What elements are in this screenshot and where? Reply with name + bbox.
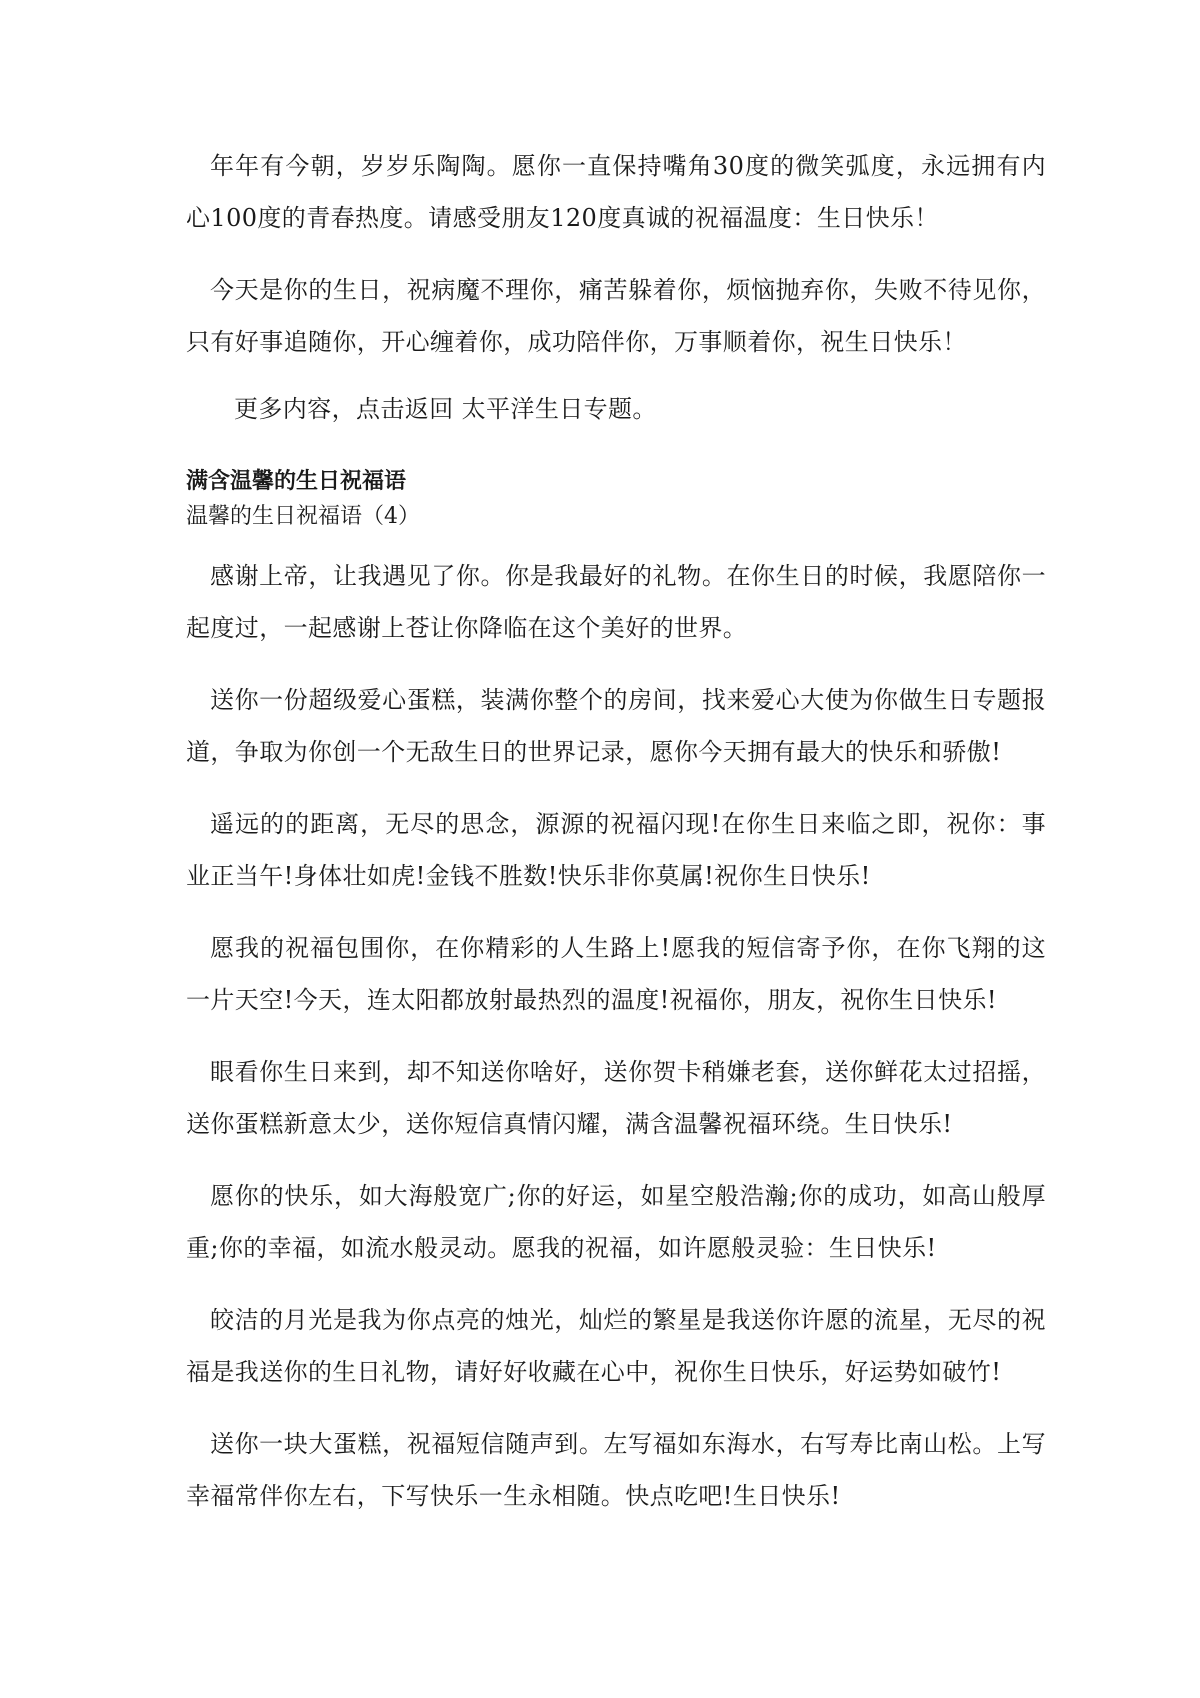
paragraph: 送你一块大蛋糕，祝福短信随声到。左写福如东海水，右写寿比南山松。上写幸福常伴你左右，下写快乐一生永相随。快点吃吧!生日快乐! (186, 1430, 1046, 1510)
paragraph: 遥远的的距离，无尽的思念，源源的祝福闪现!在你生日来临之即，祝你：事业正当午!身体壮如虎!金钱不胜数!快乐非你莫属!祝你生日快乐! (186, 810, 1046, 890)
section-title: 满含温馨的生日祝福语 (186, 469, 407, 494)
section-subtitle: 温馨的生日祝福语（4） (186, 504, 420, 529)
more-content-link[interactable]: 更多内容，点击返回 太平洋生日专题。 (234, 395, 657, 423)
paragraph: 年年有今朝，岁岁乐陶陶。愿你一直保持嘴角30度的微笑弧度，永远拥有内心100度的青春热度。请感受朋友120度真诚的祝福温度：生日快乐！ (186, 152, 1046, 232)
paragraph: 愿你的快乐，如大海般宽广;你的好运，如星空般浩瀚;你的成功，如高山般厚重;你的幸福，如流水般灵动。愿我的祝福，如许愿般灵验：生日快乐! (186, 1182, 1046, 1262)
paragraph: 感谢上帝，让我遇见了你。你是我最好的礼物。在你生日的时候，我愿陪你一起度过，一起感谢上苍让你降临在这个美好的世界。 (186, 562, 1046, 642)
wishes-section (186, 550, 1046, 1522)
paragraph: 今天是你的生日，祝病魔不理你，痛苦躲着你，烦恼抛弃你，失败不待见你，只有好事追随你，开心缠着你，成功陪伴你，万事顺着你，祝生日快乐！ (186, 276, 1046, 356)
paragraph: 皎洁的月光是我为你点亮的烛光，灿烂的繁星是我送你许愿的流星，无尽的祝福是我送你的生日礼物，请好好收藏在心中，祝你生日快乐，好运势如破竹! (186, 1306, 1046, 1386)
intro-section (186, 140, 1046, 368)
paragraph: 愿我的祝福包围你，在你精彩的人生路上!愿我的短信寄予你，在你飞翔的这一片天空!今天，连太阳都放射最热烈的温度!祝福你，朋友，祝你生日快乐! (186, 934, 1046, 1014)
paragraph: 眼看你生日来到，却不知送你啥好，送你贺卡稍嫌老套，送你鲜花太过招摇，送你蛋糕新意太少，送你短信真情闪耀，满含温馨祝福环绕。生日快乐! (186, 1058, 1046, 1138)
paragraph: 送你一份超级爱心蛋糕，装满你整个的房间，找来爱心大使为你做生日专题报道，争取为你创一个无敌生日的世界记录，愿你今天拥有最大的快乐和骄傲! (186, 686, 1046, 766)
paragraph-spacer (186, 244, 1046, 264)
